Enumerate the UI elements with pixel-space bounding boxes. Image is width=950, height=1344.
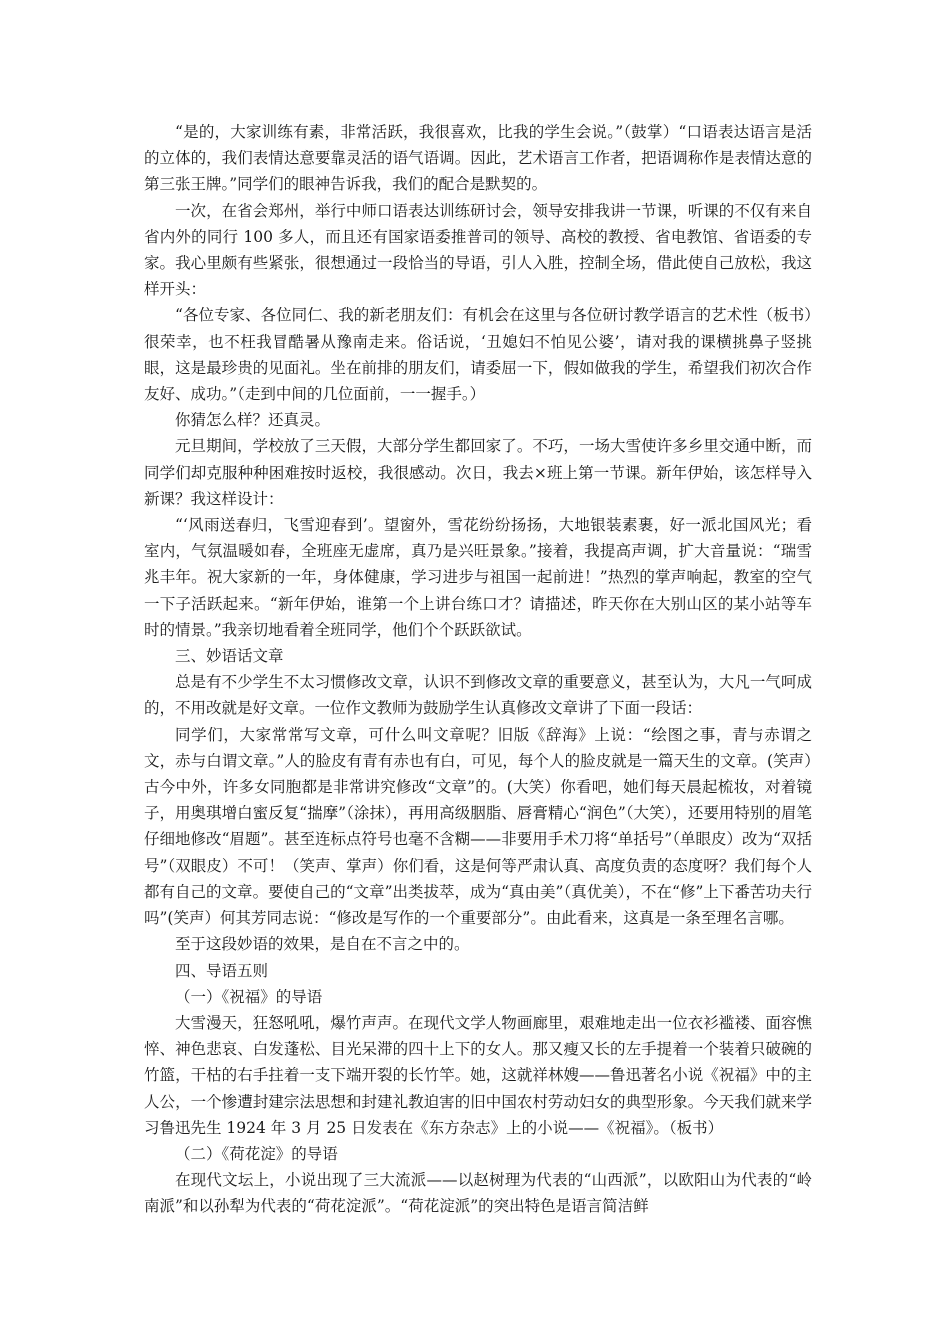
paragraph-applause-quote: “是的，大家训练有素，非常活跃，我很喜欢，比我的学生会说。”（鼓掌）“口语表达语言是活的立体的，我们表情达意要靠灵活的语气语调。因此，艺术语言工作者，把语调称作是表情达意的第三张王牌。”同学们的眼神告诉我，我们的配合是默契的。 <box>144 123 812 194</box>
paragraph-result: 你猜怎么样？还真灵。 <box>175 411 331 430</box>
paragraph-zhengzhou-seminar: 一次，在省会郑州，举行中师口语表达训练研讨会，领导安排我讲一节课，听课的不仅有来自省内外的同行 100 多人，而且还有国家语委推普司的领导、高校的教授、省电教馆、省语委的专家。我心里颇有些紧张，很想通过一段恰当的导语，引人入胜，控制全场，借此使自己放松，我这样开头： <box>144 201 812 299</box>
section-heading-4: 四、导语五则 <box>175 961 269 980</box>
paragraph-new-year-holiday: 元旦期间，学校放了三天假，大部分学生都回家了。不巧，一场大雪使许多乡里交通中断，而同学们却克服种种困难按时返校，我很感动。次日，我去×班上第一节课。新年伊始，该怎样导入新课？我这样设计： <box>144 437 812 508</box>
paragraph-what-is-article: 同学们，大家常常写文章，可什么叫文章呢？旧版《辞海》上说：“绘图之事，青与赤谓之文，赤与白谓文章。”人的脸皮有青有赤也有白，可见，每个人的脸皮就是一篇天生的文章。(笑声）古今中外，许多女同胞都是非常讲究修改“文章”的。(大笑）你看吧，她们每天晨起梳妆，对着镜子，用奥琪增白蜜反复“揣摩”（涂抹），再用高级胭脂、唇膏精心“润色”（大笑），还要用特别的眉笔仔细地修改“眉题”。甚至连标点符号也毫不含糊——非要用手术刀将“单括号”（单眼皮）改为“双括号”（双眼皮）不可！（笑声、掌声）你们看，这是何等严肃认真、高度负责的态度呀？我们每个人都有自己的文章。要使自己的“文章”出类拔萃，成为“真由美”（真优美），不在“修”上下番苦功夫行吗”(笑声）何其芳同志说：“修改是写作的一个重要部分”。由此看来，这真是一条至理名言哪。 <box>144 725 812 928</box>
paragraph-effect: 至于这段妙语的效果，是自在不言之中的。 <box>175 935 470 954</box>
section-heading-3: 三、妙语话文章 <box>175 647 284 666</box>
paragraph-opening-speech: “各位专家、各位同仁、我的新老朋友们：有机会在这里与各位研讨教学语言的艺术性（板书）很荣幸，也不枉我冒酷暑从豫南走来。俗话说，‘丑媳妇不怕见公婆’，请对我的课横挑鼻子竖挑眼，这是最珍贵的见面礼。坐在前排的朋友们，请委屈一下，假如做我的学生，希望我们初次合作友好、成功。”（走到中间的几位面前，一一握手。） <box>144 306 812 404</box>
paragraph-hehuadian-intro: 在现代文坛上，小说出现了三大流派——以赵树理为代表的“山西派”，以欧阳山为代表的“岭南派”和以孙犁为代表的“荷花淀派”。“荷花淀派”的突出特色是语言简洁鲜 <box>144 1171 812 1216</box>
paragraph-snow-greeting: “‘风雨送春归，飞雪迎春到’。望窗外，雪花纷纷扬扬，大地银装素裹，好一派北国风光；看室内，气氛温暖如春，全班座无虚席，真乃是兴旺景象。”接着，我提高声调，扩大音量说：“瑞雪兆丰年。祝大家新的一年，身体健康，学习进步与祖国一起前进！”热烈的掌声响起，教室的空气一下子活跃起来。“新年伊始，谁第一个上讲台练口才？请描述，昨天你在大别山区的某小站等车时的情景。”我亲切地看着全班同学，他们个个跃跃欲试。 <box>144 516 812 639</box>
paragraph-zhufu-intro: 大雪漫天，狂怒吼吼，爆竹声声。在现代文学人物画廊里，艰难地走出一位衣衫褴褛、面容憔悴、神色悲哀、白发蓬松、目光呆滞的四十上下的女人。那又瘦又长的左手提着一个装着只破碗的竹篮，干枯的右手拄着一支下端开裂的长竹竿。她，这就祥林嫂——鲁迅著名小说《祝福》中的主人公，一个惨遭封建宗法思想和封建礼教迫害的旧中国农村劳动妇女的典型形象。今天我们就来学习鲁迅先生 1924 年 3 月 25 日发表在《东方杂志》上的小说——《祝福》。（板书） <box>144 1013 812 1137</box>
paragraph-revision-intro: 总是有不少学生不太习惯修改文章，认识不到修改文章的重要意义，甚至认为，大凡一气呵成的，不用改就是好文章。一位作文教师为鼓励学生认真修改文章讲了下面一段话： <box>144 673 812 718</box>
subheading-hehuadian: （二）《荷花淀》的导语 <box>175 1144 338 1163</box>
subheading-zhufu: （一）《祝福》的导语 <box>175 987 323 1006</box>
document-page <box>144 119 812 1220</box>
